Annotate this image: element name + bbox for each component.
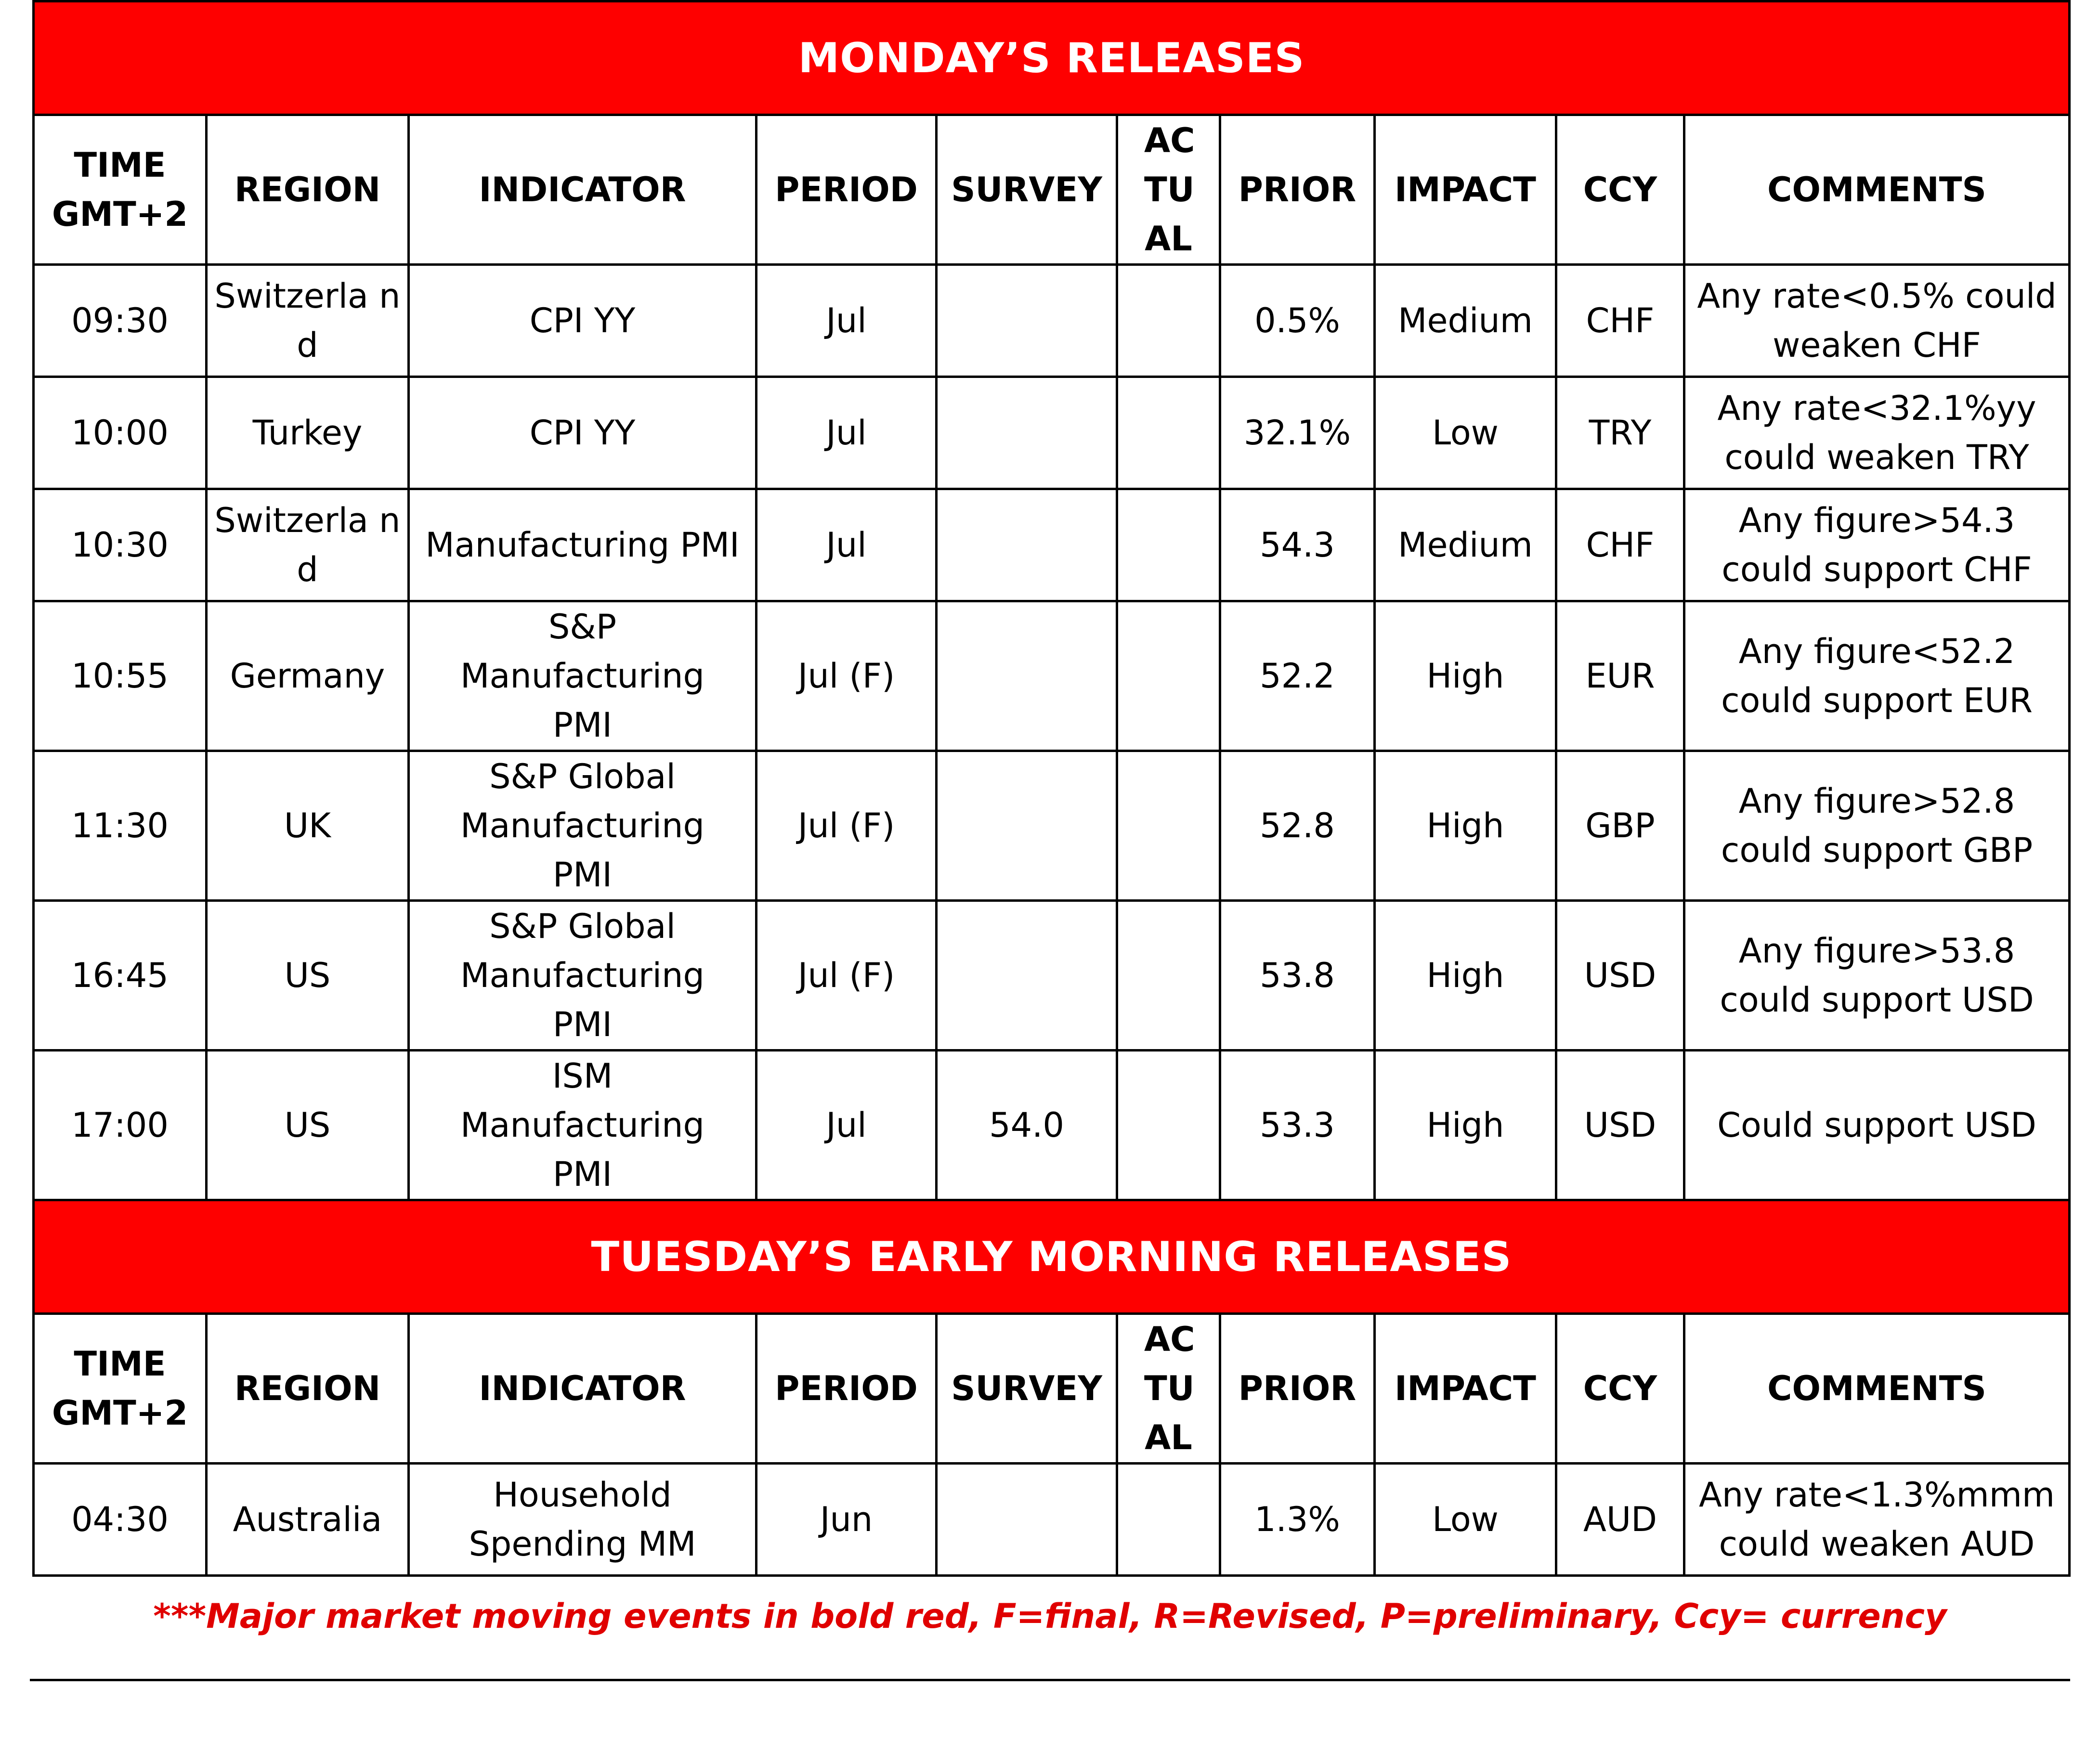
header-ccy: CCY <box>1556 1314 1684 1464</box>
header-prior: PRIOR <box>1220 1314 1375 1464</box>
cell-survey <box>937 377 1117 489</box>
monday-banner <box>34 1 2070 115</box>
cell-comments: Any rate<32.1%yy could weaken TRY <box>1684 377 2070 489</box>
cell-actual <box>1117 1051 1220 1200</box>
header-indicator: INDICATOR <box>409 1314 757 1464</box>
cell-ccy: CHF <box>1556 489 1684 601</box>
table-row <box>34 901 2070 1051</box>
cell-impact: Low <box>1375 1464 1556 1576</box>
cell-time: 11:30 <box>34 751 207 901</box>
tuesday-banner <box>34 1200 2070 1314</box>
tuesday-title: TUESDAY’S EARLY MORNING RELEASES <box>34 1200 2070 1314</box>
table-row <box>34 1051 2070 1200</box>
table-row <box>34 265 2070 377</box>
cell-period: Jul (F) <box>757 901 937 1051</box>
cell-time: 10:55 <box>34 601 207 751</box>
cell-time: 10:30 <box>34 489 207 601</box>
header-indicator: INDICATOR <box>409 115 757 265</box>
cell-period: Jul <box>757 1051 937 1200</box>
cell-time: 04:30 <box>34 1464 207 1576</box>
cell-ccy: EUR <box>1556 601 1684 751</box>
cell-prior: 32.1% <box>1220 377 1375 489</box>
cell-indicator: S&P Manufacturing PMI <box>409 601 757 751</box>
cell-period: Jul <box>757 489 937 601</box>
header-period: PERIOD <box>757 1314 937 1464</box>
table-row <box>34 1464 2070 1576</box>
header-survey: SURVEY <box>937 115 1117 265</box>
cell-survey <box>937 1464 1117 1576</box>
footnote: ***Major market moving events in bold red, F=final, R=Revised, P=preliminary, Ccy= currency <box>153 1596 1947 1636</box>
cell-region: Germany <box>207 601 409 751</box>
cell-comments: Any figure>52.8 could support GBP <box>1684 751 2070 901</box>
cell-period: Jul <box>757 265 937 377</box>
cell-actual <box>1117 751 1220 901</box>
header-region: REGION <box>207 115 409 265</box>
cell-impact: High <box>1375 901 1556 1051</box>
cell-indicator: S&P Global Manufacturing PMI <box>409 751 757 901</box>
cell-survey <box>937 489 1117 601</box>
table-row <box>34 377 2070 489</box>
cell-comments: Any figure<52.2 could support EUR <box>1684 601 2070 751</box>
cell-impact: Low <box>1375 377 1556 489</box>
header-region: REGION <box>207 1314 409 1464</box>
tuesday-header-row <box>34 1314 2070 1464</box>
cell-prior: 53.8 <box>1220 901 1375 1051</box>
cell-period: Jul (F) <box>757 751 937 901</box>
cell-prior: 52.2 <box>1220 601 1375 751</box>
header-comments: COMMENTS <box>1684 1314 2070 1464</box>
cell-indicator: CPI YY <box>409 265 757 377</box>
cell-region: Turkey <box>207 377 409 489</box>
cell-region: Switzerla nd <box>207 265 409 377</box>
cell-comments: Any figure>53.8 could support USD <box>1684 901 2070 1051</box>
header-ccy: CCY <box>1556 115 1684 265</box>
cell-survey <box>937 601 1117 751</box>
cell-indicator: Household Spending MM <box>409 1464 757 1576</box>
cell-prior: 52.8 <box>1220 751 1375 901</box>
cell-prior: 0.5% <box>1220 265 1375 377</box>
header-impact: IMPACT <box>1375 115 1556 265</box>
cell-ccy: USD <box>1556 901 1684 1051</box>
cell-time: 16:45 <box>34 901 207 1051</box>
releases-calendar <box>32 0 2068 1577</box>
cell-impact: High <box>1375 751 1556 901</box>
header-time: TIME GMT+2 <box>34 1314 207 1464</box>
header-prior: PRIOR <box>1220 115 1375 265</box>
monday-header-row <box>34 115 2070 265</box>
cell-prior: 54.3 <box>1220 489 1375 601</box>
cell-impact: Medium <box>1375 265 1556 377</box>
cell-comments: Any figure>54.3 could support CHF <box>1684 489 2070 601</box>
cell-survey: 54.0 <box>937 1051 1117 1200</box>
cell-ccy: GBP <box>1556 751 1684 901</box>
cell-ccy: AUD <box>1556 1464 1684 1576</box>
cell-survey <box>937 901 1117 1051</box>
cell-ccy: CHF <box>1556 265 1684 377</box>
cell-actual <box>1117 489 1220 601</box>
table-row <box>34 751 2070 901</box>
cell-impact: High <box>1375 1051 1556 1200</box>
cell-region: Australia <box>207 1464 409 1576</box>
cell-comments: Could support USD <box>1684 1051 2070 1200</box>
table-row <box>34 601 2070 751</box>
monday-section <box>34 1 2070 1200</box>
cell-actual <box>1117 601 1220 751</box>
cell-survey <box>937 751 1117 901</box>
cell-indicator: ISM Manufacturing PMI <box>409 1051 757 1200</box>
divider-line <box>30 1679 2070 1681</box>
cell-comments: Any rate<1.3%mmm could weaken AUD <box>1684 1464 2070 1576</box>
cell-actual <box>1117 377 1220 489</box>
cell-impact: Medium <box>1375 489 1556 601</box>
cell-prior: 1.3% <box>1220 1464 1375 1576</box>
cell-indicator: S&P Global Manufacturing PMI <box>409 901 757 1051</box>
monday-title: MONDAY’S RELEASES <box>34 1 2070 115</box>
tuesday-section <box>34 1200 2070 1576</box>
cell-period: Jul <box>757 377 937 489</box>
header-survey: SURVEY <box>937 1314 1117 1464</box>
header-impact: IMPACT <box>1375 1314 1556 1464</box>
cell-actual <box>1117 265 1220 377</box>
cell-ccy: USD <box>1556 1051 1684 1200</box>
cell-time: 17:00 <box>34 1051 207 1200</box>
header-comments: COMMENTS <box>1684 115 2070 265</box>
header-actual: AC TU AL <box>1117 115 1220 265</box>
cell-time: 10:00 <box>34 377 207 489</box>
cell-comments: Any rate<0.5% could weaken CHF <box>1684 265 2070 377</box>
cell-time: 09:30 <box>34 265 207 377</box>
header-time: TIME GMT+2 <box>34 115 207 265</box>
cell-indicator: Manufacturing PMI <box>409 489 757 601</box>
cell-region: US <box>207 1051 409 1200</box>
cell-period: Jun <box>757 1464 937 1576</box>
releases-table <box>32 0 2071 1577</box>
header-actual: AC TU AL <box>1117 1314 1220 1464</box>
cell-region: UK <box>207 751 409 901</box>
cell-prior: 53.3 <box>1220 1051 1375 1200</box>
cell-actual <box>1117 901 1220 1051</box>
table-row <box>34 489 2070 601</box>
cell-ccy: TRY <box>1556 377 1684 489</box>
cell-region: Switzerla nd <box>207 489 409 601</box>
cell-actual <box>1117 1464 1220 1576</box>
cell-impact: High <box>1375 601 1556 751</box>
cell-region: US <box>207 901 409 1051</box>
header-period: PERIOD <box>757 115 937 265</box>
cell-survey <box>937 265 1117 377</box>
cell-indicator: CPI YY <box>409 377 757 489</box>
cell-period: Jul (F) <box>757 601 937 751</box>
